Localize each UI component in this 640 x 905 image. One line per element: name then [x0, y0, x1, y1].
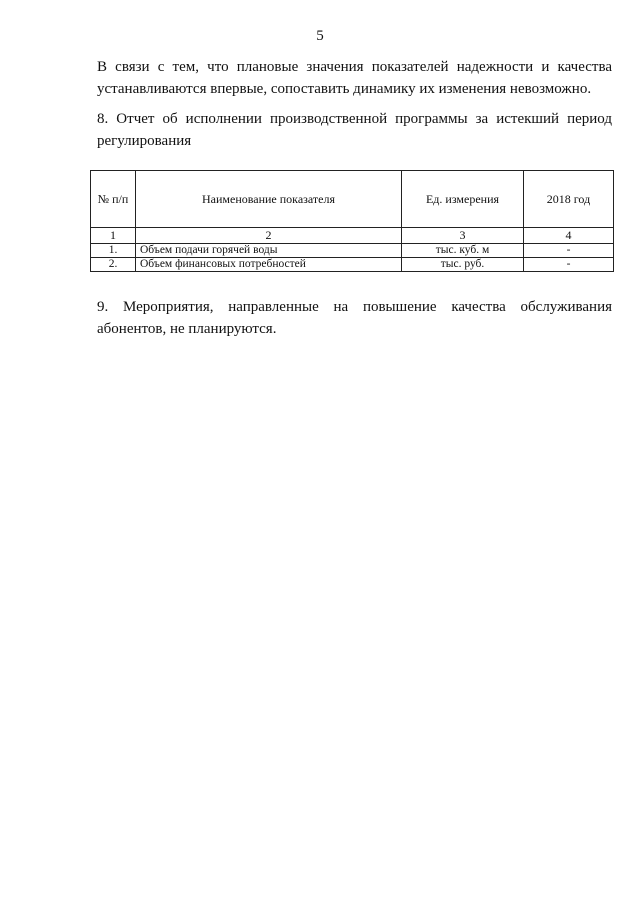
paragraph-line: 8. Отчет об исполнении производственной программы за истекший период: [97, 111, 612, 127]
production-program-report-table: [90, 170, 614, 272]
index-cell: 2: [136, 228, 402, 244]
section-9-paragraph: [97, 296, 612, 340]
table-header-row: [91, 171, 614, 228]
row-num: 2.: [91, 258, 136, 272]
index-cell: 4: [524, 228, 614, 244]
section-8-heading: [97, 108, 612, 152]
index-cell: 1: [91, 228, 136, 244]
row-indicator-name: Объем подачи горячей воды: [136, 244, 402, 258]
row-unit: тыс. руб.: [402, 258, 524, 272]
paragraph-reliability-note: [97, 56, 612, 100]
row-indicator-name: Объем финансовых потребностей: [136, 258, 402, 272]
paragraph-line: В связи с тем, что плановые значения показателей надежности и качества: [97, 59, 612, 75]
table-row: [91, 244, 614, 258]
header-unit: Ед. измерения: [402, 171, 524, 228]
table-row: [91, 258, 614, 272]
paragraph-line: устанавливаются впервые, сопоставить динамику их изменения невозможно.: [97, 81, 592, 97]
paragraph-line: 9. Мероприятия, направленные на повышение качества обслуживания: [97, 299, 612, 315]
row-unit: тыс. куб. м: [402, 244, 524, 258]
header-num: № п/п: [91, 171, 136, 228]
paragraph-line: абонентов, не планируются.: [97, 321, 277, 337]
index-cell: 3: [402, 228, 524, 244]
table-index-row: [91, 228, 614, 244]
header-indicator-name: Наименование показателя: [136, 171, 402, 228]
paragraph-line: регулирования: [97, 133, 192, 149]
row-num: 1.: [91, 244, 136, 258]
header-year: 2018 год: [524, 171, 614, 228]
row-value: -: [524, 258, 614, 272]
row-value: -: [524, 244, 614, 258]
page-number: 5: [316, 28, 324, 44]
